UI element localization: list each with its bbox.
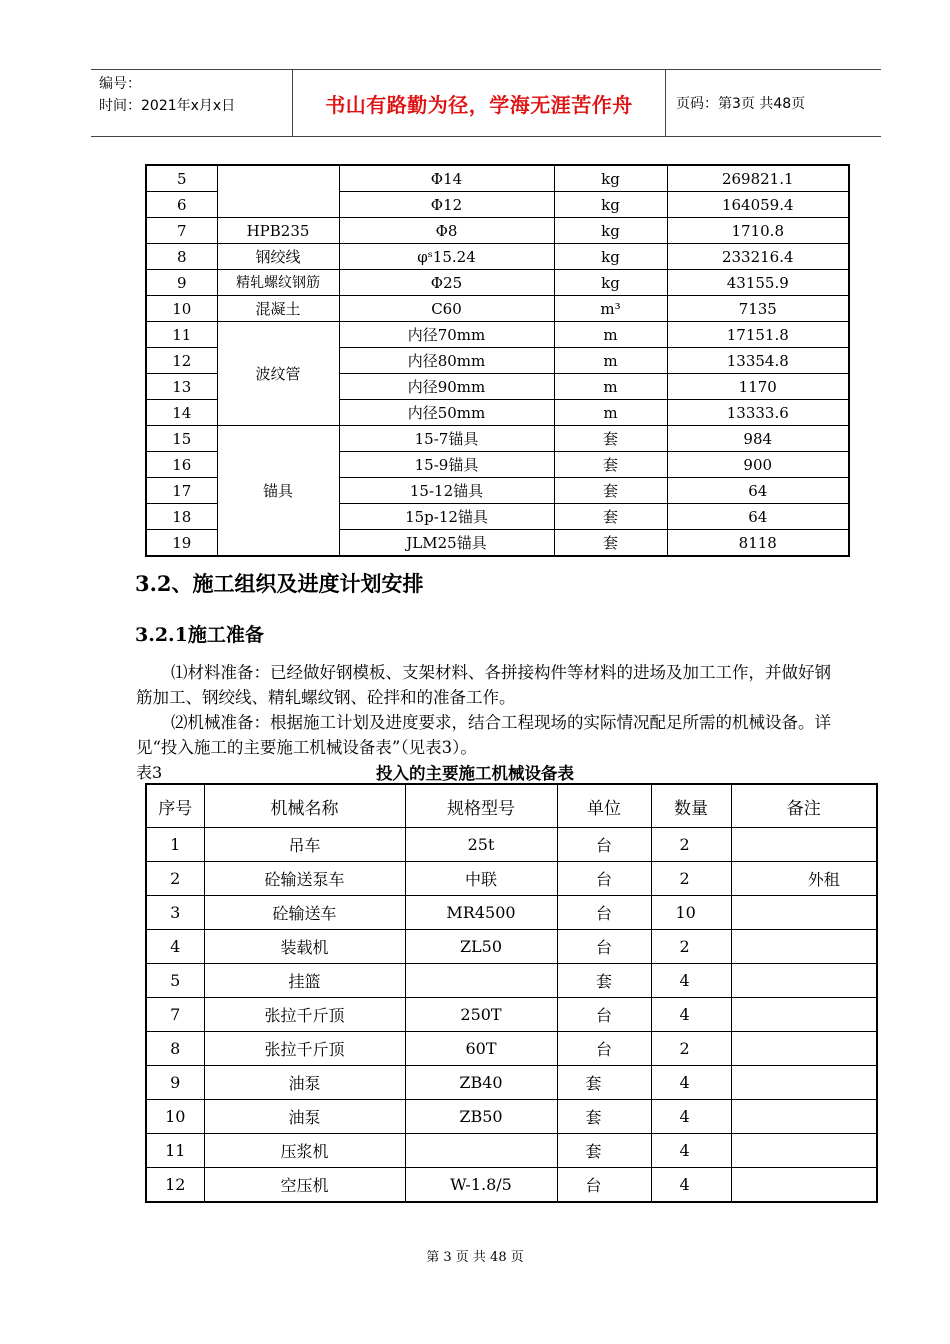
material-unit: kg [554, 244, 667, 270]
material-quantity: 233216.4 [667, 244, 849, 270]
paragraph-machinery-text: ⑵机械准备：根据施工计划及进度要求，结合工程现场的实际情况配足所需的机械设备。详见“投入施工的主要施工机械设备表”（见表3）。 [136, 713, 831, 757]
machine-quantity: 10 [651, 896, 731, 930]
machinery-table [145, 783, 878, 1203]
machine-model: MR4500 [405, 896, 557, 930]
document-time: 时间：2021年x月x日 [99, 98, 236, 114]
material-unit: kg [554, 270, 667, 296]
material-quantity: 269821.1 [667, 165, 849, 192]
material-quantity: 984 [667, 426, 849, 452]
machine-unit: 台 [557, 896, 651, 930]
row-number: 5 [146, 964, 204, 998]
material-unit: m [554, 322, 667, 348]
material-spec: 内径90mm [339, 374, 554, 400]
material-name: 锚具 [217, 426, 339, 557]
table-row [146, 322, 849, 348]
row-number: 14 [146, 400, 217, 426]
machine-name: 油泵 [204, 1100, 405, 1134]
row-number: 18 [146, 504, 217, 530]
row-number: 9 [146, 270, 217, 296]
row-number: 8 [146, 244, 217, 270]
material-quantity: 1710.8 [667, 218, 849, 244]
row-number: 7 [146, 218, 217, 244]
row-number: 17 [146, 478, 217, 504]
machine-name: 砼输送车 [204, 896, 405, 930]
header-meta [91, 70, 293, 136]
table-row [146, 1032, 877, 1066]
machine-name: 装载机 [204, 930, 405, 964]
table-row [146, 862, 877, 896]
machine-quantity: 4 [651, 1066, 731, 1100]
header-cell: 备注 [731, 784, 877, 828]
row-number: 15 [146, 426, 217, 452]
table-row [146, 964, 877, 998]
table-row [146, 1134, 877, 1168]
machine-unit: 台 [557, 828, 651, 862]
material-name: 钢绞线 [217, 244, 339, 270]
material-name [217, 165, 339, 218]
row-number: 7 [146, 998, 204, 1032]
material-unit: m [554, 348, 667, 374]
table-row [146, 1066, 877, 1100]
machine-unit: 套 [557, 964, 651, 998]
row-number: 10 [146, 1100, 204, 1134]
section-heading-3-2-1: 3.2.1施工准备 [135, 624, 264, 646]
material-unit: kg [554, 192, 667, 218]
material-name: 精轧螺纹钢筋 [217, 270, 339, 296]
table3-title: 投入的主要施工机械设备表 [376, 764, 574, 783]
machine-unit: 台 [557, 862, 651, 896]
row-number: 11 [146, 322, 217, 348]
paragraph-machinery [136, 710, 838, 760]
machine-note [731, 1032, 877, 1066]
machine-unit: 台 [557, 998, 651, 1032]
machine-quantity: 4 [651, 964, 731, 998]
table-row [146, 896, 877, 930]
row-number: 8 [146, 1032, 204, 1066]
machine-unit: 台 [557, 1168, 651, 1203]
row-number: 11 [146, 1134, 204, 1168]
machine-name: 油泵 [204, 1066, 405, 1100]
header-cell: 机械名称 [204, 784, 405, 828]
machine-note [731, 964, 877, 998]
material-quantity: 13354.8 [667, 348, 849, 374]
row-number: 3 [146, 896, 204, 930]
machine-name: 砼输送泵车 [204, 862, 405, 896]
row-number: 5 [146, 165, 217, 192]
machine-model: ZL50 [405, 930, 557, 964]
machine-note [731, 1134, 877, 1168]
row-number: 13 [146, 374, 217, 400]
material-unit: 套 [554, 452, 667, 478]
material-spec: 内径50mm [339, 400, 554, 426]
machine-unit: 套 [557, 1100, 651, 1134]
material-unit: m [554, 400, 667, 426]
material-spec: Φ14 [339, 165, 554, 192]
material-quantity: 64 [667, 478, 849, 504]
document-number-label: 编号： [99, 76, 141, 92]
material-name: 混凝土 [217, 296, 339, 322]
machine-quantity: 2 [651, 828, 731, 862]
machine-note [731, 1066, 877, 1100]
material-spec: 15-9锚具 [339, 452, 554, 478]
header-cell: 数量 [651, 784, 731, 828]
page-header [91, 69, 881, 137]
header-page-info: 页码：第3页 共48页 [676, 96, 806, 112]
material-unit: 套 [554, 504, 667, 530]
material-unit: kg [554, 218, 667, 244]
paragraph-materials [136, 660, 838, 710]
table-row [146, 426, 849, 452]
material-spec: 15-7锚具 [339, 426, 554, 452]
machine-model: 中联 [405, 862, 557, 896]
machine-name: 空压机 [204, 1168, 405, 1203]
row-number: 12 [146, 1168, 204, 1203]
table-row [146, 930, 877, 964]
machine-note [731, 998, 877, 1032]
row-number: 12 [146, 348, 217, 374]
machine-note [731, 896, 877, 930]
machine-name: 张拉千斤顶 [204, 1032, 405, 1066]
machine-name: 压浆机 [204, 1134, 405, 1168]
machine-model: ZB50 [405, 1100, 557, 1134]
material-name: 波纹管 [217, 322, 339, 426]
material-spec: 内径80mm [339, 348, 554, 374]
material-spec: 15-12锚具 [339, 478, 554, 504]
machine-unit: 台 [557, 930, 651, 964]
table-row [146, 296, 849, 322]
material-spec: Φ12 [339, 192, 554, 218]
table-row [146, 165, 849, 192]
table-row [146, 998, 877, 1032]
material-quantity: 8118 [667, 530, 849, 557]
page-footer: 第 3 页 共 48 页 [426, 1250, 524, 1265]
table-row [146, 218, 849, 244]
material-spec: φˢ15.24 [339, 244, 554, 270]
machine-model [405, 964, 557, 998]
machine-model [405, 1134, 557, 1168]
machine-quantity: 4 [651, 1100, 731, 1134]
machine-note [731, 930, 877, 964]
row-number: 2 [146, 862, 204, 896]
machine-model: W-1.8/5 [405, 1168, 557, 1203]
section-heading-3-2: 3.2、施工组织及进度计划安排 [135, 571, 424, 596]
material-unit: kg [554, 165, 667, 192]
material-quantity: 17151.8 [667, 322, 849, 348]
material-quantity: 1170 [667, 374, 849, 400]
row-number: 9 [146, 1066, 204, 1100]
machine-name: 挂篮 [204, 964, 405, 998]
material-name: HPB235 [217, 218, 339, 244]
table-row [146, 828, 877, 862]
table-header-row [146, 784, 877, 828]
material-unit: 套 [554, 530, 667, 557]
machine-model: 250T [405, 998, 557, 1032]
material-quantity: 64 [667, 504, 849, 530]
material-quantity: 43155.9 [667, 270, 849, 296]
header-cell: 序号 [146, 784, 204, 828]
machine-unit: 套 [557, 1066, 651, 1100]
table-row [146, 1100, 877, 1134]
material-unit: m [554, 374, 667, 400]
material-quantity: 7135 [667, 296, 849, 322]
machine-note: 外租 [731, 862, 877, 896]
material-spec: Φ25 [339, 270, 554, 296]
header-motto: 书山有路勤为径，学海无涯苦作舟 [293, 70, 666, 136]
machine-note [731, 1168, 877, 1203]
machine-quantity: 2 [651, 1032, 731, 1066]
material-spec: 内径70mm [339, 322, 554, 348]
machine-quantity: 2 [651, 862, 731, 896]
machine-note [731, 1100, 877, 1134]
row-number: 10 [146, 296, 217, 322]
material-spec: JLM25锚具 [339, 530, 554, 557]
machine-model: 25t [405, 828, 557, 862]
machine-name: 吊车 [204, 828, 405, 862]
material-quantity: 900 [667, 452, 849, 478]
paragraph-materials-text: ⑴材料准备：已经做好钢模板、支架材料、各拼接构件等材料的进场及加工工作，并做好钢筋加工、钢绞线、精轧螺纹钢、砼拌和的准备工作。 [136, 663, 831, 707]
row-number: 1 [146, 828, 204, 862]
material-spec: C60 [339, 296, 554, 322]
header-cell: 单位 [557, 784, 651, 828]
row-number: 6 [146, 192, 217, 218]
machine-unit: 台 [557, 1032, 651, 1066]
material-quantity: 164059.4 [667, 192, 849, 218]
row-number: 4 [146, 930, 204, 964]
materials-table [145, 164, 850, 557]
material-unit: 套 [554, 478, 667, 504]
machine-quantity: 4 [651, 1168, 731, 1203]
material-quantity: 13333.6 [667, 400, 849, 426]
row-number: 19 [146, 530, 217, 557]
table-row [146, 1168, 877, 1203]
machine-quantity: 4 [651, 1134, 731, 1168]
machine-quantity: 4 [651, 998, 731, 1032]
row-number: 16 [146, 452, 217, 478]
table-row [146, 244, 849, 270]
header-cell: 规格型号 [405, 784, 557, 828]
machine-quantity: 2 [651, 930, 731, 964]
table3-label: 表3 [136, 763, 163, 782]
material-spec: Φ8 [339, 218, 554, 244]
table-row [146, 270, 849, 296]
material-unit: m³ [554, 296, 667, 322]
machine-model: 60T [405, 1032, 557, 1066]
material-spec: 15p-12锚具 [339, 504, 554, 530]
machine-unit: 套 [557, 1134, 651, 1168]
material-unit: 套 [554, 426, 667, 452]
machine-note [731, 828, 877, 862]
machine-name: 张拉千斤顶 [204, 998, 405, 1032]
machine-model: ZB40 [405, 1066, 557, 1100]
